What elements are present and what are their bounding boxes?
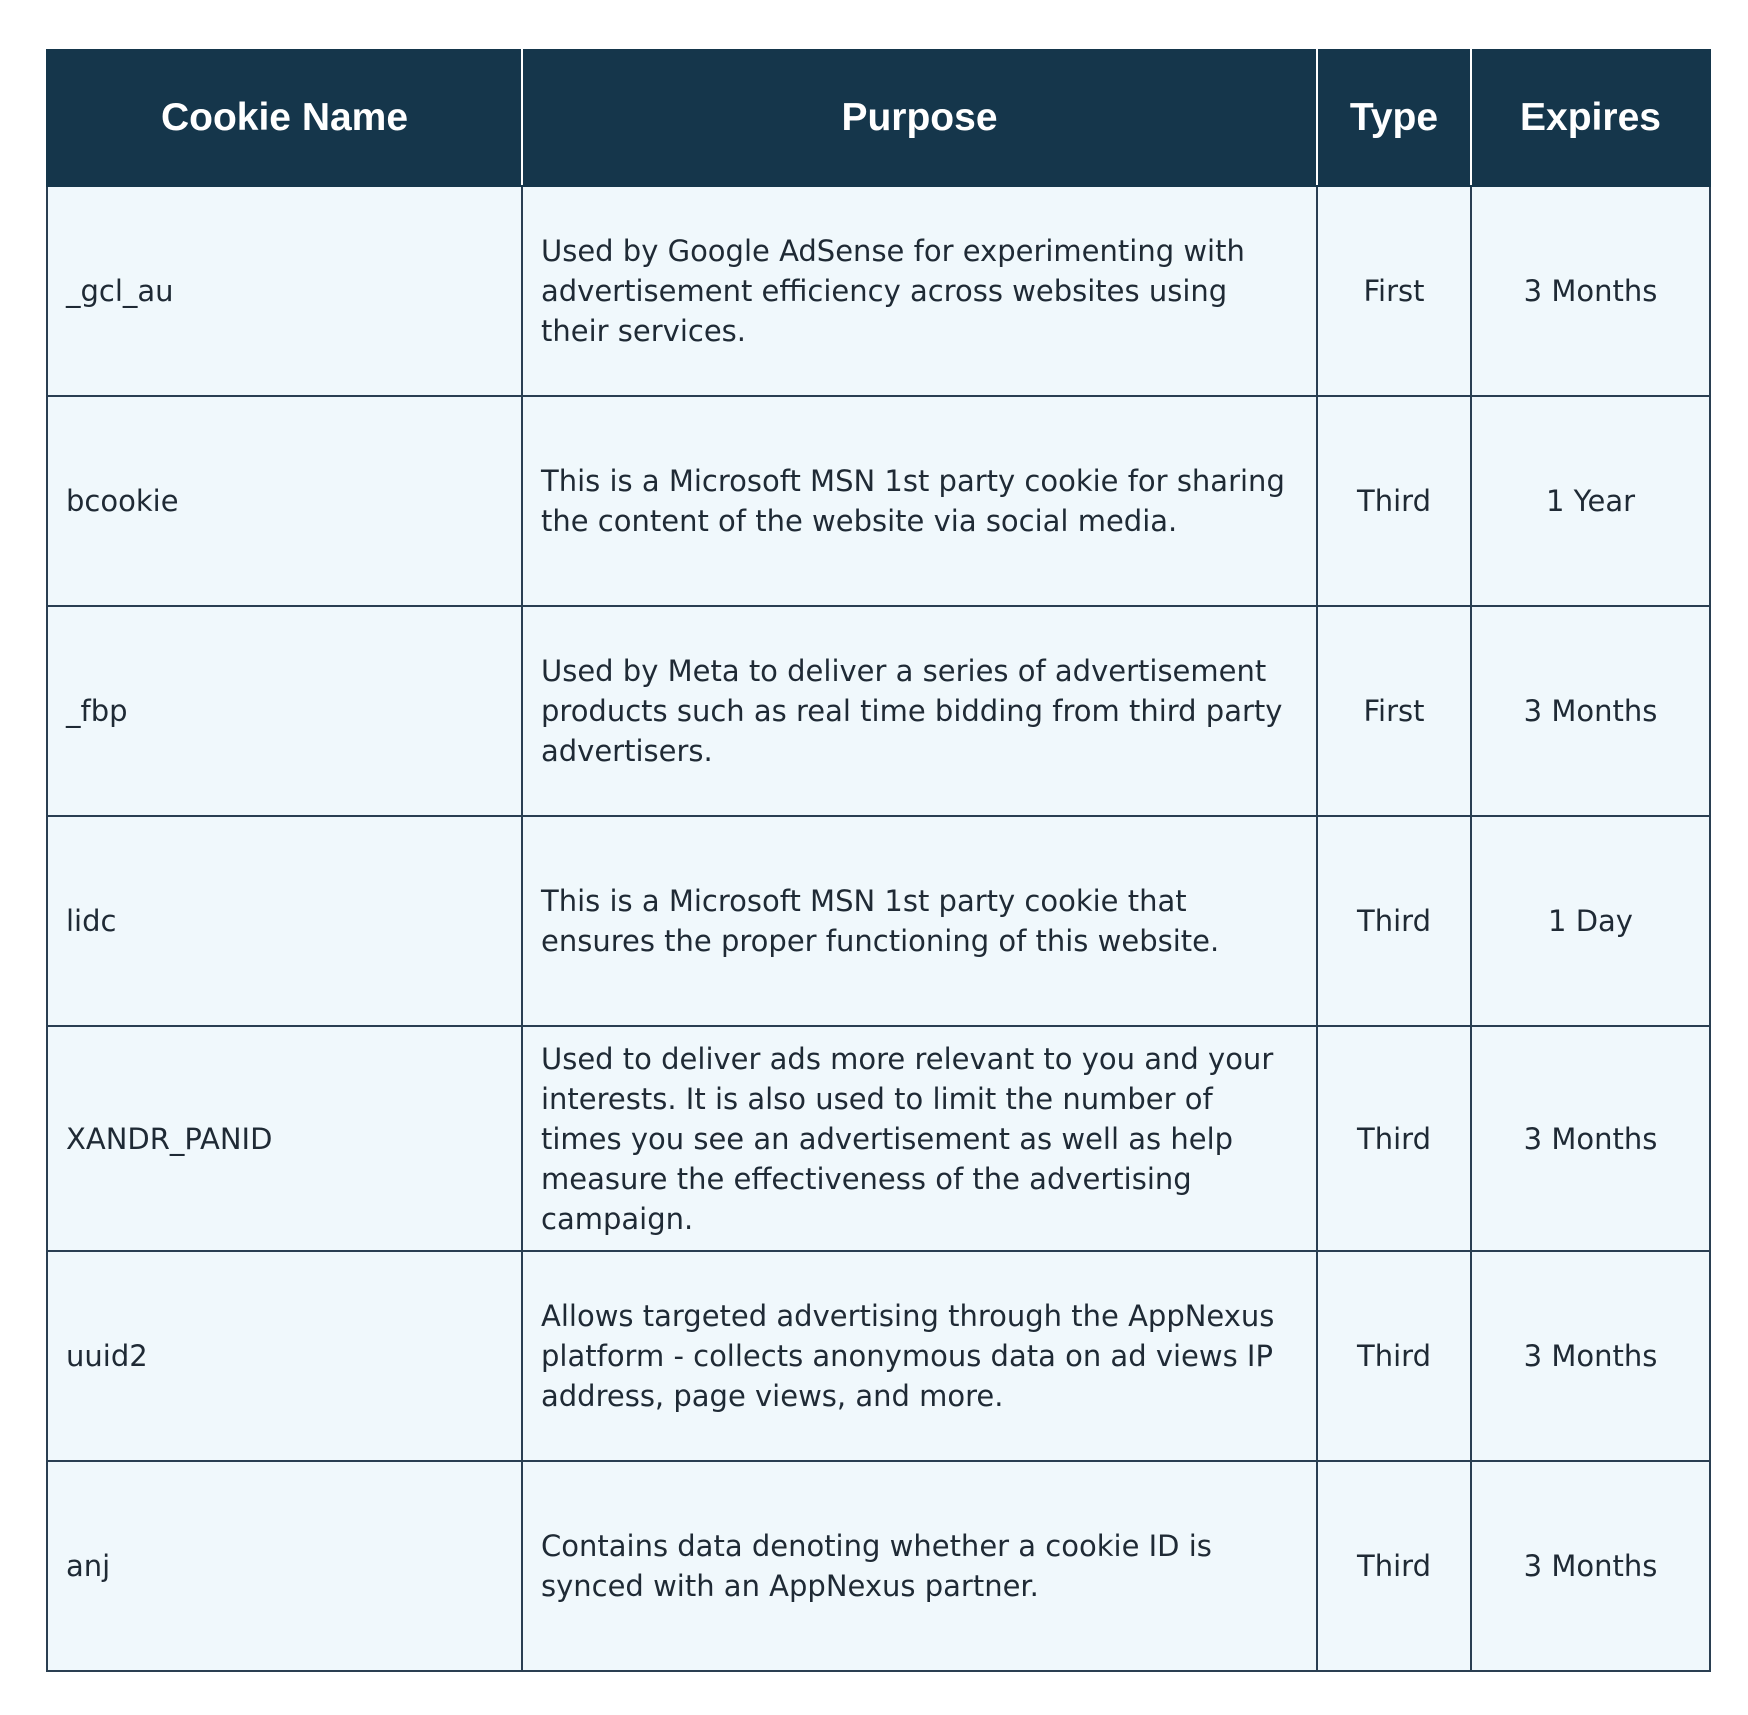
type-cell: Third [1317, 1251, 1471, 1461]
table-row [47, 606, 1710, 816]
table-body [47, 186, 1710, 1671]
expires-cell: 3 Months [1471, 606, 1710, 816]
purpose-cell: Used by Google AdSense for experimenting with advertisement efficiency across websites using their services. [522, 186, 1317, 396]
header-type: Type [1317, 50, 1471, 186]
cookie-name-cell: lidc [47, 816, 522, 1026]
table-header [47, 50, 1710, 186]
header-purpose: Purpose [522, 50, 1317, 186]
type-cell: Third [1317, 1461, 1471, 1671]
expires-cell: 3 Months [1471, 186, 1710, 396]
expires-cell: 1 Year [1471, 396, 1710, 606]
purpose-cell: This is a Microsoft MSN 1st party cookie that ensures the proper functioning of this website. [522, 816, 1317, 1026]
purpose-cell: Used by Meta to deliver a series of advertisement products such as real time bidding from third party advertisers. [522, 606, 1317, 816]
purpose-cell: Contains data denoting whether a cookie ID is synced with an AppNexus partner. [522, 1461, 1317, 1671]
cookie-name-cell: _gcl_au [47, 186, 522, 396]
cookie-name-cell: anj [47, 1461, 522, 1671]
purpose-cell: This is a Microsoft MSN 1st party cookie for sharing the content of the website via social media. [522, 396, 1317, 606]
cookie-name-cell: uuid2 [47, 1251, 522, 1461]
cookie-name-cell: bcookie [47, 396, 522, 606]
expires-cell: 3 Months [1471, 1251, 1710, 1461]
expires-cell: 3 Months [1471, 1026, 1710, 1251]
table-row [47, 1251, 1710, 1461]
header-cookie-name: Cookie Name [47, 50, 522, 186]
purpose-cell: Used to deliver ads more relevant to you and your interests. It is also used to limit the number of times you see an advertisement as well as help measure the effectiveness of the advertising campaign. [522, 1026, 1317, 1251]
table-row [47, 396, 1710, 606]
purpose-cell: Allows targeted advertising through the AppNexus platform - collects anonymous data on ad views IP address, page views, and more. [522, 1251, 1317, 1461]
type-cell: Third [1317, 396, 1471, 606]
expires-cell: 3 Months [1471, 1461, 1710, 1671]
table-row [47, 816, 1710, 1026]
table-row [47, 1026, 1710, 1251]
header-row [47, 50, 1710, 186]
type-cell: First [1317, 186, 1471, 396]
table-row [47, 186, 1710, 396]
header-expires: Expires [1471, 50, 1710, 186]
cookie-name-cell: _fbp [47, 606, 522, 816]
expires-cell: 1 Day [1471, 816, 1710, 1026]
cookie-name-cell: XANDR_PANID [47, 1026, 522, 1251]
table-row [47, 1461, 1710, 1671]
type-cell: Third [1317, 1026, 1471, 1251]
type-cell: Third [1317, 816, 1471, 1026]
type-cell: First [1317, 606, 1471, 816]
cookie-table [46, 49, 1711, 1672]
